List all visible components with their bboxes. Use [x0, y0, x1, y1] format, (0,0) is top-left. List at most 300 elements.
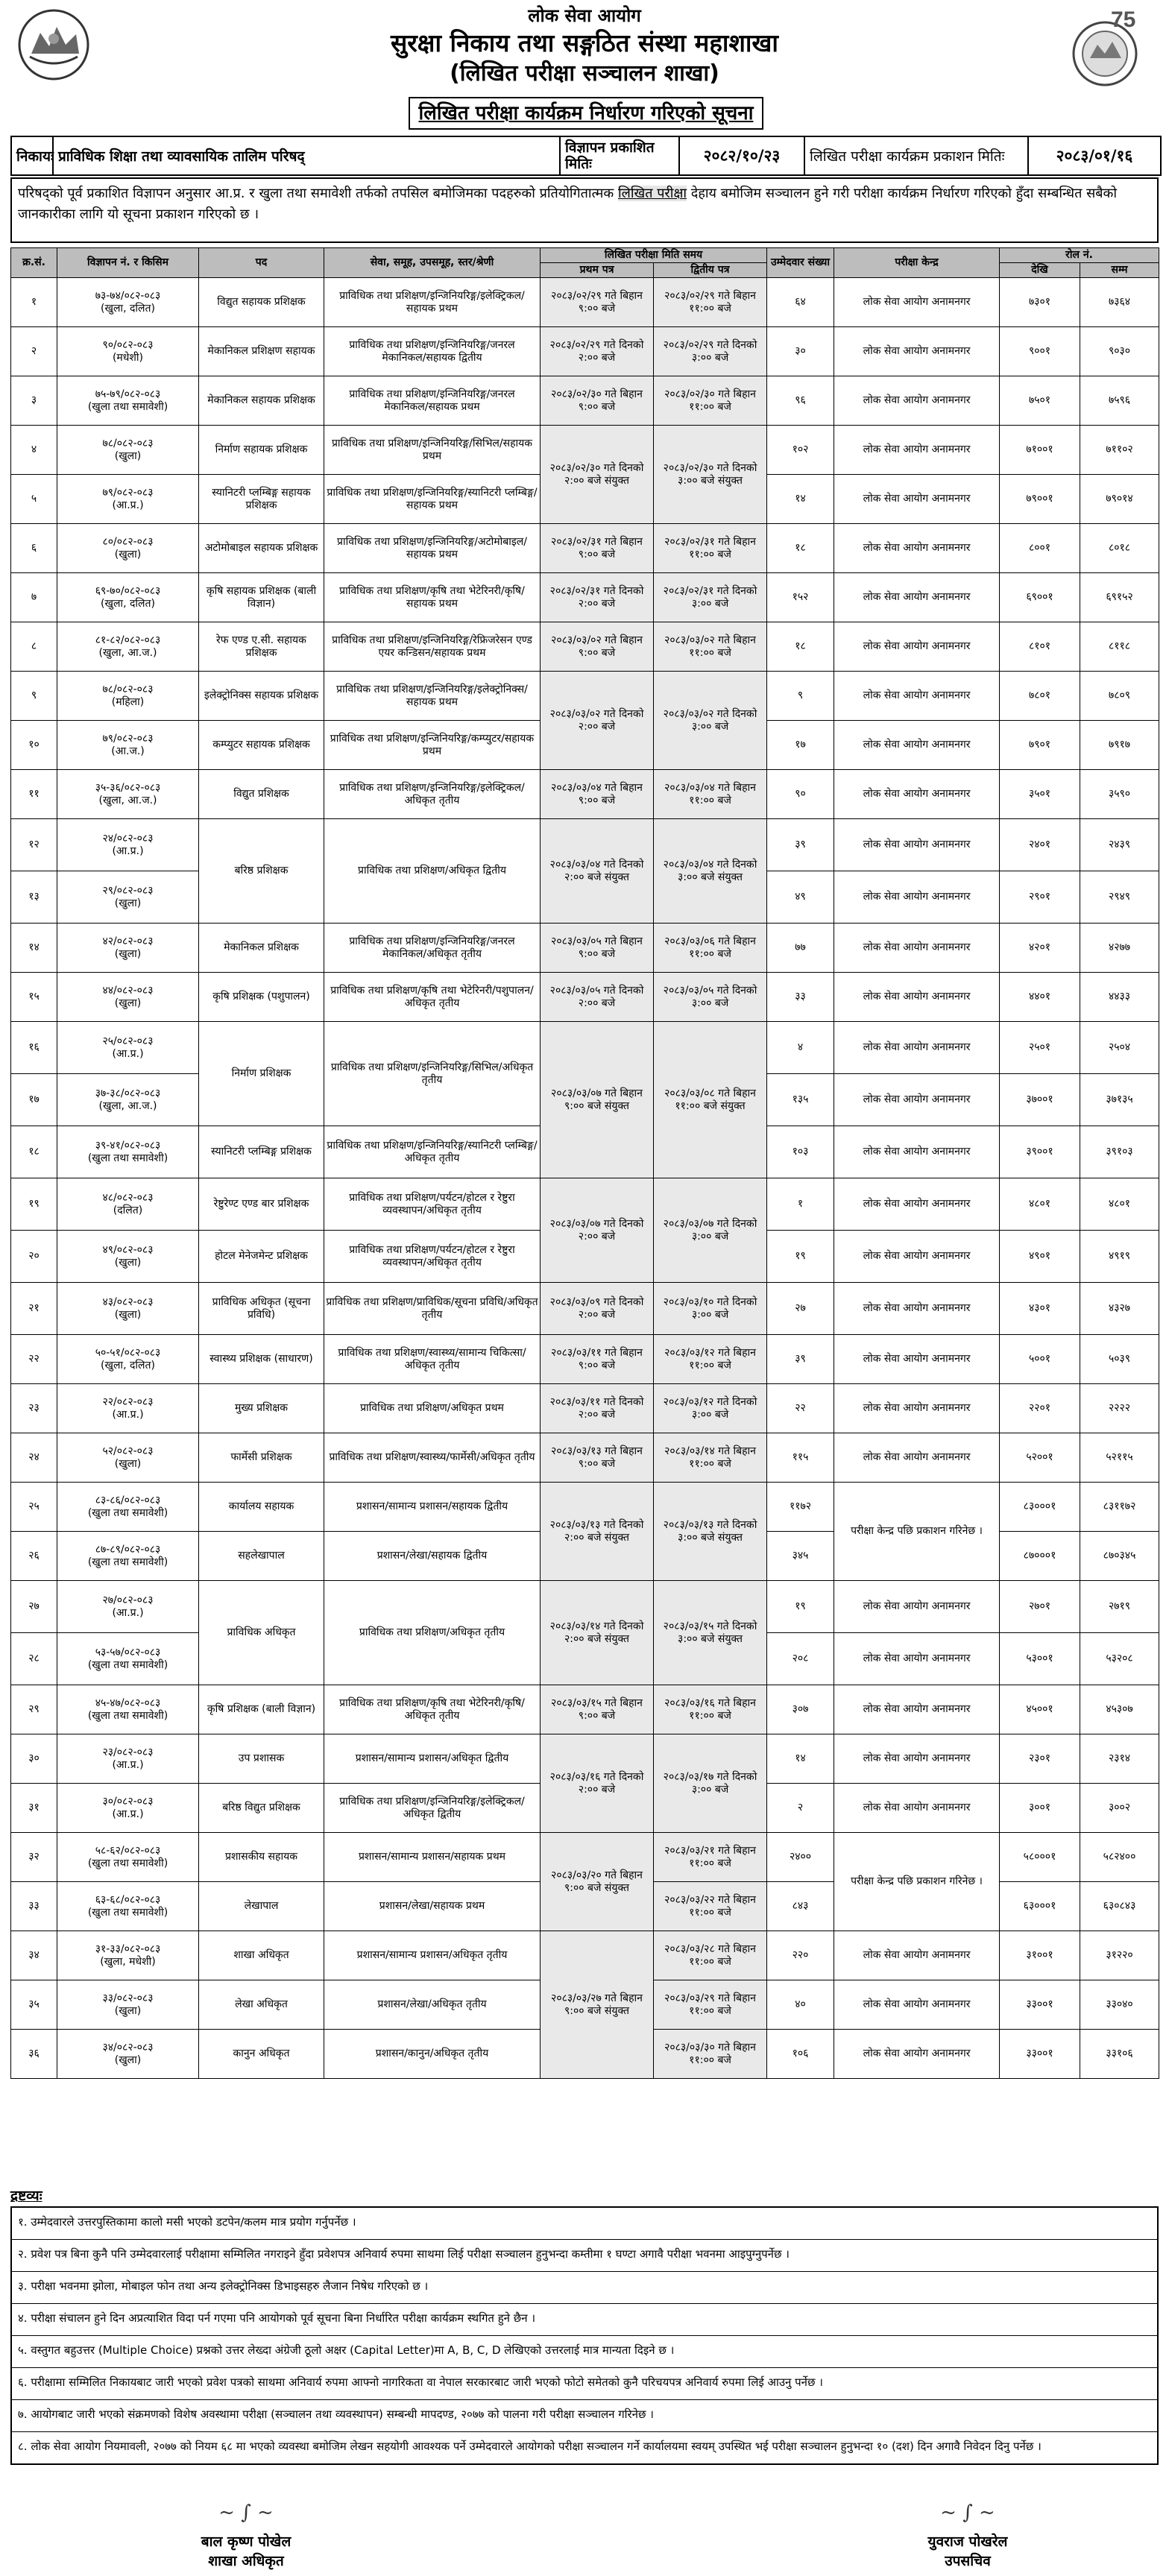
row-candidates: ३३	[767, 973, 834, 1022]
row-roll-from: ३७००१	[1000, 1074, 1080, 1126]
row-candidates: ४	[767, 1022, 834, 1074]
row-post: मेकानिकल प्रशिक्षक	[199, 924, 324, 973]
row-adv	[57, 524, 199, 573]
row-candidates: ११५	[767, 1433, 834, 1483]
row-service: प्रशासन/सामान्य प्रशासन/अधिकृत तृतीय	[324, 1931, 541, 1980]
row-post: निर्माण सहायक प्रशिक्षक	[199, 426, 324, 475]
row-adv-type: (खुला तथा समावेशी)	[87, 1906, 168, 1919]
row-roll-from: ७१००१	[1000, 426, 1080, 475]
row-roll-to: ४३२७	[1080, 1283, 1159, 1335]
row-adv	[57, 1283, 199, 1335]
row-paper1-date: २०८३/०३/०७ गते बिहान ९:०० बजे संयुक्त	[541, 1022, 654, 1178]
row-paper1-date: २०८३/०२/३१ गते बिहान ९:०० बजे	[541, 524, 654, 573]
row-center: लोक सेवा आयोग अनामनगर	[834, 426, 1000, 475]
row-adv	[57, 672, 199, 721]
row-adv-number: ६३-६८/०८२-०८३	[95, 1893, 161, 1906]
row-service: प्रशासन/लेखा/अधिकृत तृतीय	[324, 1980, 541, 2030]
note-item: ८. लोक सेवा आयोग नियमावली, २०७७ को नियम ६८ मा भएको व्यवस्था बमोजिम लेखन सहयोगी आवश्यक पर्ने उम्मेदवारले आयोगको परीक्षा सञ्चालन गर्ने कार्यालयमा स्वयम् उपस्थित भई परीक्षा सञ्चालन हुनुभन्दा १० (दश) दिन अगावै निवेदन दिनु पर्नेछ ।	[18, 2440, 1042, 2453]
row-roll-to: ८०१८	[1080, 524, 1159, 573]
row-adv-number: ७५-७९/०८२-०८३	[95, 388, 161, 400]
row-candidates: ९	[767, 672, 834, 721]
row-adv-number: ५०-५१/०८२-०८३	[95, 1346, 161, 1359]
row-sn: ८	[11, 622, 57, 672]
col-paper1: प्रथम पत्र	[541, 263, 654, 278]
row-roll-from: ३३००१	[1000, 1980, 1080, 2030]
row-adv-type: (खुला, दलित)	[101, 1359, 155, 1371]
row-roll-from: ६३०००१	[1000, 1882, 1080, 1931]
row-adv-type: (आ.प्र.)	[112, 845, 144, 857]
table-row	[11, 1931, 1159, 1980]
row-paper1-date: २०८३/०३/११ गते बिहान ९:०० बजे	[541, 1335, 654, 1384]
row-sn: २८	[11, 1633, 57, 1685]
row-adv-number: ३४/०८२-०८३	[102, 2041, 154, 2053]
table-row	[11, 973, 1159, 1022]
table-row	[11, 573, 1159, 622]
row-sn: १६	[11, 1022, 57, 1074]
row-roll-to: २५०४	[1080, 1022, 1159, 1074]
row-sn: २७	[11, 1581, 57, 1633]
table-row	[11, 524, 1159, 573]
row-roll-to: ८७०३४५	[1080, 1532, 1159, 1581]
row-roll-from: ५००१	[1000, 1335, 1080, 1384]
row-roll-from: ३१००१	[1000, 1931, 1080, 1980]
signature-right-scrawl-icon: ~ ∫ ~	[940, 2501, 995, 2524]
row-center: लोक सेवा आयोग अनामनगर	[834, 327, 1000, 376]
col-roll: रोल नं.	[1000, 248, 1159, 263]
row-paper2-date: २०८३/०२/२९ गते बिहान ११:०० बजे	[654, 278, 767, 327]
row-sn: ३२	[11, 1833, 57, 1882]
row-sn: ९	[11, 672, 57, 721]
row-adv-type: (खुला तथा समावेशी)	[87, 400, 168, 413]
col-candidates: उम्मेदवार संख्या	[767, 248, 834, 278]
row-paper2-date: २०८३/०३/०७ गते दिनको ३:०० बजे	[654, 1178, 767, 1283]
row-center: लोक सेवा आयोग अनामनगर	[834, 672, 1000, 721]
row-adv	[57, 1231, 199, 1283]
col-paper2: द्वितीय पत्र	[654, 263, 767, 278]
row-candidates: १०३	[767, 1126, 834, 1178]
row-paper1-date: २०८३/०३/०५ गते दिनको २:०० बजे	[541, 973, 654, 1022]
row-service: प्राविधिक तथा प्रशिक्षण/अधिकृत प्रथम	[324, 1384, 541, 1433]
row-service: प्राविधिक तथा प्रशिक्षण/इन्जिनियरिङ्ग/जनरल मेकानिकल/अधिकृत तृतीय	[324, 924, 541, 973]
row-post: विद्युत सहायक प्रशिक्षक	[199, 278, 324, 327]
row-paper1-date: २०८३/०३/१३ गते दिनको २:०० बजे संयुक्त	[541, 1483, 654, 1581]
row-paper1-date: २०८३/०३/०९ गते दिनको २:०० बजे	[541, 1283, 654, 1335]
row-post: कृषि प्रशिक्षक (बाली विज्ञान)	[199, 1685, 324, 1734]
row-post: प्राविधिक अधिकृत (सूचना प्रविधि)	[199, 1283, 324, 1335]
row-adv	[57, 1931, 199, 1980]
section-name: (लिखित परीक्षा सञ्चालन शाखा)	[450, 60, 719, 86]
row-candidates: २७	[767, 1283, 834, 1335]
row-roll-from: ४४०१	[1000, 973, 1080, 1022]
row-roll-to: ३००२	[1080, 1784, 1159, 1833]
table-row	[11, 426, 1159, 475]
row-adv-type: (खुला, आ.ज.)	[98, 794, 157, 806]
row-candidates: ३०७	[767, 1685, 834, 1734]
row-paper2-date: २०८३/०२/३० गते दिनको ३:०० बजे संयुक्त	[654, 426, 767, 524]
row-post: उप प्रशासक	[199, 1734, 324, 1784]
row-post: सहलेखापाल	[199, 1532, 324, 1581]
row-adv-number: ३५-३६/०८२-०८३	[95, 781, 161, 794]
meta-row	[10, 136, 1162, 176]
row-candidates: १४	[767, 475, 834, 524]
row-candidates: १३५	[767, 1074, 834, 1126]
row-roll-from: २७०१	[1000, 1581, 1080, 1633]
row-post: अटोमोबाइल सहायक प्रशिक्षक	[199, 524, 324, 573]
row-center: लोक सेवा आयोग अनामनगर	[834, 721, 1000, 770]
col-roll-to: सम्म	[1080, 263, 1159, 278]
row-paper2-date: २०८३/०२/३१ गते बिहान ११:०० बजे	[654, 524, 767, 573]
row-roll-to: २९४९	[1080, 871, 1159, 924]
row-sn: २४	[11, 1433, 57, 1483]
row-adv-type: (मधेशी)	[112, 351, 144, 364]
row-service: प्राविधिक तथा प्रशिक्षण/इन्जिनियरिङ्ग/इलेक्ट्रिकल/अधिकृत तृतीय	[324, 770, 541, 819]
row-candidates: १८	[767, 622, 834, 672]
row-adv	[57, 871, 199, 924]
row-adv-type: (खुला तथा समावेशी)	[87, 1658, 168, 1671]
row-center: लोक सेवा आयोग अनामनगर	[834, 1685, 1000, 1734]
row-adv	[57, 426, 199, 475]
row-adv	[57, 1433, 199, 1483]
row-roll-from: ७५०१	[1000, 376, 1080, 426]
row-paper2-date: २०८३/०३/१४ गते बिहान ११:०० बजे	[654, 1433, 767, 1483]
signature-left-name: बाल कृष्ण पोखेल	[201, 2534, 292, 2550]
row-center: लोक सेवा आयोग अनामनगर	[834, 1178, 1000, 1231]
row-center: लोक सेवा आयोग अनामनगर	[834, 1022, 1000, 1074]
row-adv	[57, 819, 199, 871]
row-candidates: १०२	[767, 426, 834, 475]
row-roll-from: ५२००१	[1000, 1433, 1080, 1483]
row-sn: ५	[11, 475, 57, 524]
row-service: प्राविधिक तथा प्रशिक्षण/इन्जिनियरिङ्ग/स्यानिटरी प्लम्बिङ्ग/सहायक प्रथम	[324, 475, 541, 524]
table-row	[11, 770, 1159, 819]
row-sn: ३६	[11, 2030, 57, 2079]
row-adv-type: (खुला)	[114, 2053, 142, 2066]
row-paper2-date: २०८३/०३/०४ गते बिहान ११:०० बजे	[654, 770, 767, 819]
row-paper1-date: २०८३/०३/१४ गते दिनको २:०० बजे संयुक्त	[541, 1581, 654, 1685]
row-adv	[57, 721, 199, 770]
row-adv-type: (खुला)	[114, 997, 142, 1009]
row-candidates: २२०	[767, 1931, 834, 1980]
row-candidates: १९	[767, 1231, 834, 1283]
row-post: शाखा अधिकृत	[199, 1931, 324, 1980]
row-paper2-date: २०८३/०३/०८ गते बिहान ११:०० बजे संयुक्त	[654, 1022, 767, 1178]
row-center: लोक सेवा आयोग अनामनगर	[834, 1980, 1000, 2030]
row-roll-to: ६३०८४३	[1080, 1882, 1159, 1931]
row-paper1-date: २०८३/०२/३१ गते दिनको २:०० बजे	[541, 573, 654, 622]
row-roll-to: ५२११५	[1080, 1433, 1159, 1483]
row-roll-from: ५८०००१	[1000, 1833, 1080, 1882]
row-adv-number: ९०/०८२-०८३	[102, 338, 154, 351]
row-post: मेकानिकल प्रशिक्षण सहायक	[199, 327, 324, 376]
row-adv-type: (आ.प्र.)	[112, 1408, 144, 1421]
row-sn: २५	[11, 1483, 57, 1532]
row-adv-number: ३०/०८२-०८३	[102, 1795, 154, 1808]
row-roll-to: ७८०९	[1080, 672, 1159, 721]
row-service: प्राविधिक तथा प्रशिक्षण/स्वास्थ्य/फार्मेसी/अधिकृत तृतीय	[324, 1433, 541, 1483]
col-service: सेवा, समूह, उपसमूह, स्तर/श्रेणी	[324, 248, 541, 278]
row-candidates: ३०	[767, 327, 834, 376]
row-adv-number: ४८/०८२-०८३	[102, 1191, 154, 1204]
row-adv-number: ८७-८९/०८२-०८३	[95, 1543, 161, 1556]
row-paper2-date: २०८३/०३/०२ गते दिनको ३:०० बजे	[654, 672, 767, 770]
row-post: मुख्य प्रशिक्षक	[199, 1384, 324, 1433]
row-candidates: १८	[767, 524, 834, 573]
row-center: लोक सेवा आयोग अनामनगर	[834, 1126, 1000, 1178]
row-roll-from: ४९०१	[1000, 1231, 1080, 1283]
row-post: होटल मेनेजमेन्ट प्रशिक्षक	[199, 1231, 324, 1283]
table-row	[11, 278, 1159, 327]
row-sn: २६	[11, 1532, 57, 1581]
row-center: परीक्षा केन्द्र पछि प्रकाशन गरिनेछ ।	[834, 1483, 1000, 1581]
row-service: प्राविधिक तथा प्रशिक्षण/इन्जिनियरिङ्ग/स्यानिटरी प्लम्बिङ्ग/अधिकृत तृतीय	[324, 1126, 541, 1178]
row-candidates: ४९	[767, 871, 834, 924]
signature-left	[149, 2501, 343, 2570]
exam-schedule-table	[10, 247, 1159, 2079]
row-center: लोक सेवा आयोग अनामनगर	[834, 1074, 1000, 1126]
row-adv-type: (आ.प्र.)	[112, 1606, 144, 1619]
row-adv	[57, 573, 199, 622]
col-adv: विज्ञापन नं. र किसिम	[57, 248, 199, 278]
row-adv-type: (खुला, आ.ज.)	[98, 1099, 157, 1112]
signature-right-name: युवराज पोखरेल	[927, 2534, 1008, 2550]
anniversary-logo	[1059, 6, 1156, 89]
row-roll-to: ४५३०७	[1080, 1685, 1159, 1734]
row-service: प्रशासन/लेखा/सहायक प्रथम	[324, 1882, 541, 1931]
row-adv-type: (खुला)	[114, 1457, 142, 1470]
table-row	[11, 1734, 1159, 1784]
row-paper2-date: २०८३/०३/१३ गते दिनको ३:०० बजे संयुक्त	[654, 1483, 767, 1581]
row-roll-from: २३०१	[1000, 1734, 1080, 1784]
row-roll-to: ३३१०६	[1080, 2030, 1159, 2079]
row-roll-from: ३९००१	[1000, 1126, 1080, 1178]
org-value: प्राविधिक शिक्षा तथा व्यावसायिक तालिम परिषद्	[54, 137, 561, 174]
row-roll-from: ८३०००१	[1000, 1483, 1080, 1532]
notes-title: द्रष्टव्यः	[10, 2188, 42, 2204]
row-center: लोक सेवा आयोग अनामनगर	[834, 622, 1000, 672]
table-row	[11, 376, 1159, 426]
row-adv-type: (खुला तथा समावेशी)	[87, 1857, 168, 1869]
row-sn: ११	[11, 770, 57, 819]
row-sn: १२	[11, 819, 57, 871]
row-post: स्यानिटरी प्लम्बिङ्ग सहायक प्रशिक्षक	[199, 475, 324, 524]
row-roll-from: ८७०००१	[1000, 1532, 1080, 1581]
exam-schedule-table-wrap	[10, 247, 1159, 2079]
note-item: १. उम्मेदवारले उत्तरपुस्तिकामा कालो मसी भएको डटपेन/कलम मात्र प्रयोग गर्नुपर्नेछ ।	[12, 2208, 1157, 2240]
row-post: प्रशासकीय सहायक	[199, 1833, 324, 1882]
row-adv-type: (खुला)	[114, 1308, 142, 1321]
row-sn: १३	[11, 871, 57, 924]
row-roll-from: ६९००१	[1000, 573, 1080, 622]
row-roll-to: ३९१०३	[1080, 1126, 1159, 1178]
row-adv	[57, 278, 199, 327]
row-roll-to: ३५९०	[1080, 770, 1159, 819]
row-roll-to: २२२२	[1080, 1384, 1159, 1433]
row-service: प्रशासन/सामान्य प्रशासन/सहायक प्रथम	[324, 1833, 541, 1882]
row-sn: २०	[11, 1231, 57, 1283]
row-paper1-date: २०८३/०३/१५ गते बिहान ९:०० बजे	[541, 1685, 654, 1734]
row-roll-from: २९०१	[1000, 871, 1080, 924]
row-roll-to: ७५९६	[1080, 376, 1159, 426]
row-candidates: २	[767, 1784, 834, 1833]
col-post: पद	[199, 248, 324, 278]
row-adv	[57, 2030, 199, 2079]
row-candidates: १५२	[767, 573, 834, 622]
row-roll-to: ८३११७२	[1080, 1483, 1159, 1532]
pub-date-value: २०८३/०१/१६	[1056, 147, 1133, 165]
row-adv	[57, 376, 199, 426]
row-paper2-date: २०८३/०३/१२ गते बिहान ११:०० बजे	[654, 1335, 767, 1384]
row-adv-number: ८०/०८२-०८३	[102, 535, 154, 548]
row-candidates: ४०	[767, 1980, 834, 2030]
table-row	[11, 1335, 1159, 1384]
row-sn: ३१	[11, 1784, 57, 1833]
row-roll-from: ८००१	[1000, 524, 1080, 573]
signature-left-scrawl-icon: ~ ∫ ~	[218, 2501, 274, 2524]
row-center: परीक्षा केन्द्र पछि प्रकाशन गरिनेछ ।	[834, 1833, 1000, 1931]
row-adv	[57, 1685, 199, 1734]
row-paper2-date: २०८३/०३/१७ गते दिनको ३:०० बजे	[654, 1734, 767, 1833]
row-paper1-date: २०८३/०२/२९ गते दिनको २:०० बजे	[541, 327, 654, 376]
row-roll-to: ५०३९	[1080, 1335, 1159, 1384]
row-sn: १४	[11, 924, 57, 973]
col-center: परीक्षा केन्द्र	[834, 248, 1000, 278]
anniversary-emblem-icon	[1059, 6, 1156, 89]
row-adv-number: २९/०८२-०८३	[102, 884, 154, 897]
col-exam-date: लिखित परीक्षा मिति समय	[541, 248, 767, 263]
row-center: लोक सेवा आयोग अनामनगर	[834, 376, 1000, 426]
note-item: ६. परीक्षामा सम्मिलित निकायबाट जारी भएको प्रवेश पत्रको साथमा अनिवार्य रुपमा आफ्नो नागरिकता वा नेपाल सरकारबाट जारी भएको फोटो समेतको कुनै परिचयपत्र अनिवार्य रुपमा लिई आउनु पर्नेछ ।	[12, 2368, 1157, 2400]
row-paper2-date: २०८३/०३/०६ गते बिहान ११:०० बजे	[654, 924, 767, 973]
row-service: प्राविधिक तथा प्रशिक्षण/कृषि तथा भेटेरिनरी/कृषि/अधिकृत तृतीय	[324, 1685, 541, 1734]
row-adv-number: ३७-३८/०८२-०८३	[95, 1087, 161, 1099]
row-candidates: ३९	[767, 1335, 834, 1384]
row-paper1-date: २०८३/०३/१६ गते दिनको २:०० बजे	[541, 1734, 654, 1833]
note-item: ५. वस्तुगत बहुउत्तर (Multiple Choice) प्रश्नको उत्तर लेख्दा अंग्रेजी ठूलो अक्षर (Capital Letter)मा A, B, C, D लेखिएको उत्तरलाई मात्र मान्यता दिइने छ ।	[12, 2336, 1157, 2368]
row-adv-number: ४२/०८२-०८३	[102, 935, 154, 947]
row-adv-number: ७८/०८२-०८३	[102, 437, 154, 449]
row-center: लोक सेवा आयोग अनामनगर	[834, 1633, 1000, 1685]
row-center: लोक सेवा आयोग अनामनगर	[834, 1784, 1000, 1833]
table-row	[11, 1384, 1159, 1433]
row-roll-to: ७९१७	[1080, 721, 1159, 770]
intro-part2: देहाय बमोजिम सञ्चालन हुने गरी परीक्षा कार्यक्रम निर्धारण गरिएको हुँदा सम्बन्धित सबैको जानकारीका लागि यो सूचना प्रकाशन गरिएको छ ।	[18, 186, 1118, 222]
row-paper2-date: २०८३/०२/३१ गते दिनको ३:०० बजे	[654, 573, 767, 622]
row-sn: २१	[11, 1283, 57, 1335]
row-candidates: १७	[767, 721, 834, 770]
row-paper2-date: २०८३/०३/०४ गते दिनको ३:०० बजे संयुक्त	[654, 819, 767, 924]
notes-box	[10, 2206, 1159, 2465]
row-service: प्राविधिक तथा प्रशिक्षण/प्राविधिक/सूचना प्रविधि/अधिकृत तृतीय	[324, 1283, 541, 1335]
row-candidates: १९	[767, 1581, 834, 1633]
row-service: प्राविधिक तथा प्रशिक्षण/इन्जिनियरिङ्ग/इलेक्ट्रोनिक्स/सहायक प्रथम	[324, 672, 541, 721]
row-candidates: ८४३	[767, 1882, 834, 1931]
row-post: स्यानिटरी प्लम्बिङ्ग प्रशिक्षक	[199, 1126, 324, 1178]
row-paper2-date: २०८३/०३/२२ गते बिहान ११:०० बजे	[654, 1882, 767, 1931]
row-candidates: ११७२	[767, 1483, 834, 1532]
row-candidates: ६४	[767, 278, 834, 327]
row-center: लोक सेवा आयोग अनामनगर	[834, 819, 1000, 871]
row-adv-type: (आ.प्र.)	[112, 499, 144, 511]
table-row	[11, 1581, 1159, 1633]
row-paper1-date: २०८३/०२/३० गते दिनको २:०० बजे संयुक्त	[541, 426, 654, 524]
row-sn: ४	[11, 426, 57, 475]
row-roll-from: ३५०१	[1000, 770, 1080, 819]
row-service: प्राविधिक तथा प्रशिक्षण/पर्यटन/होटल र रेष्टुरा व्यवस्थापन/अधिकृत तृतीय	[324, 1231, 541, 1283]
row-adv	[57, 1074, 199, 1126]
row-roll-to: ४८०१	[1080, 1178, 1159, 1231]
exam-schedule-body	[11, 278, 1159, 2079]
row-paper1-date: २०८३/०३/०२ गते बिहान ९:०० बजे	[541, 622, 654, 672]
row-roll-from: २५०१	[1000, 1022, 1080, 1074]
row-candidates: २०८	[767, 1633, 834, 1685]
division-name: सुरक्षा निकाय तथा सङ्गठित संस्था महाशाखा	[391, 28, 778, 57]
row-roll-from: ८१०१	[1000, 622, 1080, 672]
row-candidates: ७७	[767, 924, 834, 973]
row-paper2-date: २०८३/०३/२८ गते बिहान ११:०० बजे	[654, 1931, 767, 1980]
row-sn: १९	[11, 1178, 57, 1231]
row-paper1-date: २०८३/०३/०२ गते दिनको २:०० बजे	[541, 672, 654, 770]
row-center: लोक सेवा आयोग अनामनगर	[834, 1931, 1000, 1980]
row-adv	[57, 924, 199, 973]
row-center: लोक सेवा आयोग अनामनगर	[834, 2030, 1000, 2079]
row-adv	[57, 770, 199, 819]
row-center: लोक सेवा आयोग अनामनगर	[834, 924, 1000, 973]
row-adv	[57, 327, 199, 376]
row-adv-number: ५३-५७/०८२-०८३	[95, 1646, 161, 1658]
row-roll-from: ४५००१	[1000, 1685, 1080, 1734]
table-row	[11, 1178, 1159, 1231]
table-row	[11, 1833, 1159, 1882]
row-paper2-date: २०८३/०३/१२ गते दिनको ३:०० बजे	[654, 1384, 767, 1433]
row-sn: ३४	[11, 1931, 57, 1980]
row-service: प्रशासन/सामान्य प्रशासन/अधिकृत द्वितीय	[324, 1734, 541, 1784]
row-paper1-date: २०८३/०३/०४ गते बिहान ९:०० बजे	[541, 770, 654, 819]
row-paper1-date: २०८३/०३/२७ गते बिहान ९:०० बजे संयुक्त	[541, 1931, 654, 2079]
table-row	[11, 1685, 1159, 1734]
row-sn: ३०	[11, 1734, 57, 1784]
commission-name: लोक सेवा आयोग	[528, 5, 641, 26]
row-roll-to: ४९१९	[1080, 1231, 1159, 1283]
row-sn: ७	[11, 573, 57, 622]
row-adv	[57, 1734, 199, 1784]
row-paper1-date: २०८३/०३/०७ गते दिनको २:०० बजे	[541, 1178, 654, 1283]
row-service: प्राविधिक तथा प्रशिक्षण/कृषि तथा भेटेरिनरी/पशुपालन/अधिकृत तृतीय	[324, 973, 541, 1022]
row-adv-number: २७/०८२-०८३	[102, 1594, 154, 1606]
signature-right	[871, 2501, 1065, 2570]
row-adv-number: ४४/०८२-०८३	[102, 984, 154, 997]
row-service: प्राविधिक तथा प्रशिक्षण/इन्जिनियरिङ्ग/अटोमोबाइल/सहायक प्रथम	[324, 524, 541, 573]
row-adv-number: ४३/०८२-०८३	[102, 1295, 154, 1308]
row-adv-number: ५२/०८२-०८३	[102, 1445, 154, 1457]
row-roll-from: ७८०१	[1000, 672, 1080, 721]
row-adv-type: (आ.प्र.)	[112, 1758, 144, 1771]
row-roll-to: २४३९	[1080, 819, 1159, 871]
row-adv	[57, 1633, 199, 1685]
row-adv	[57, 622, 199, 672]
row-post: विद्युत प्रशिक्षक	[199, 770, 324, 819]
row-adv	[57, 1178, 199, 1231]
col-roll-from: देखि	[1000, 263, 1080, 278]
row-service: प्रशासन/सामान्य प्रशासन/सहायक द्वितीय	[324, 1483, 541, 1532]
row-adv	[57, 1532, 199, 1581]
row-adv-number: ५८-६२/०८२-०८३	[95, 1844, 161, 1857]
row-adv-type: (महिला)	[111, 695, 145, 708]
row-service: प्राविधिक तथा प्रशिक्षण/इन्जिनियरिङ्ग/इलेक्ट्रिकल/सहायक प्रथम	[324, 278, 541, 327]
row-adv	[57, 1581, 199, 1633]
row-adv-type: (आ.प्र.)	[112, 1047, 144, 1060]
row-paper2-date: २०८३/०३/१५ गते दिनको ३:०० बजे संयुक्त	[654, 1581, 767, 1685]
row-roll-to: ७३६४	[1080, 278, 1159, 327]
